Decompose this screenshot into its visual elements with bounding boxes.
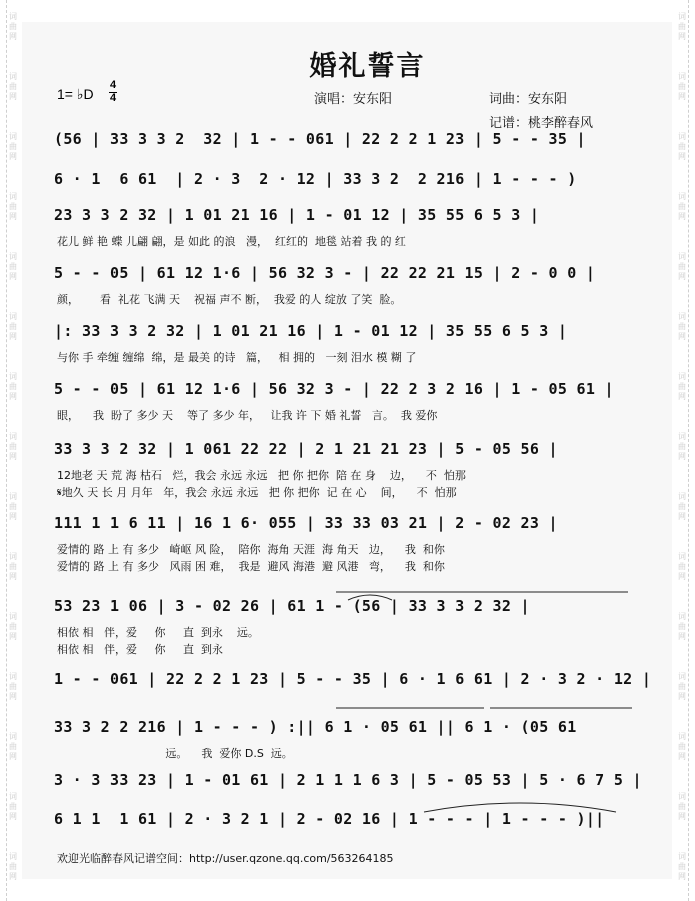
watermark-char: 网 <box>9 272 17 281</box>
watermark-char: 词 <box>9 492 17 501</box>
watermark-char: 词 <box>678 12 686 21</box>
watermark-char: 词 <box>9 852 17 861</box>
notation-line: 23 3 3 2 32 | 1 01 21 16 | 1 - 01 12 | 35 55 6 5 3 | <box>54 206 540 224</box>
watermark-char: 网 <box>678 872 686 881</box>
watermark-char: 词 <box>678 192 686 201</box>
watermark-char: 词 <box>678 492 686 501</box>
tie-arc-final <box>424 803 616 812</box>
notation-line: 33 3 2 2 216 | 1 - - - ) :|| 6 1 · 05 61 || 6 1 · (05 61 <box>54 718 577 736</box>
watermark-char: 网 <box>678 692 686 701</box>
watermark-char: 词 <box>678 612 686 621</box>
watermark-char: 曲 <box>9 382 17 391</box>
lyric-line: 与你 手 牵缠 缠绵 绵，是 最美 的诗 篇， 相 拥的 一刻 泪水 模 糊 了 <box>57 351 417 364</box>
tie-arc <box>348 595 392 600</box>
watermark-char: 网 <box>678 332 686 341</box>
watermark-char: 词 <box>9 432 17 441</box>
watermark-char: 网 <box>678 212 686 221</box>
watermark-char: 曲 <box>9 622 17 631</box>
time-signature-top: 4 <box>109 79 117 91</box>
watermark-char: 网 <box>9 572 17 581</box>
watermark-char: 曲 <box>9 22 17 31</box>
watermark-char: 词 <box>9 12 17 21</box>
watermark-char: 曲 <box>9 742 17 751</box>
time-signature-bottom: 4 <box>109 92 117 104</box>
notation-line: 6 · 1 6 61 | 2 · 3 2 · 12 | 33 3 2 2 216 | 1 - - - ) <box>54 170 577 188</box>
watermark-char: 曲 <box>9 142 17 151</box>
watermark-char: 词 <box>678 552 686 561</box>
singer-credit: 演唱：安东阳 <box>314 92 393 107</box>
lyric-line: 颜， 看 礼花 飞满 天 祝福 声不 断， 我爱 的人 绽放 了笑 脸。 <box>57 293 402 306</box>
notation-line: 5 - - 05 | 61 12 1·6 | 56 32 3 - | 22 22 21 15 | 2 - 0 0 | <box>54 264 596 282</box>
watermark-char: 网 <box>9 872 17 881</box>
watermark-char: 词 <box>9 192 17 201</box>
watermark-char: 词 <box>678 432 686 441</box>
watermark-char: 曲 <box>678 82 686 91</box>
watermark-char: 词 <box>9 612 17 621</box>
watermark-char: 词 <box>9 132 17 141</box>
lyric-line: 相依 相 伴，爱 你 直 到永 远。 <box>57 626 259 639</box>
watermark-char: 词 <box>678 132 686 141</box>
watermark-char: 曲 <box>678 622 686 631</box>
notation-line: 111 1 1 6 11 | 16 1 6· 055 | 33 33 03 21 | 2 - 02 23 | <box>54 514 558 532</box>
watermark-char: 网 <box>678 752 686 761</box>
watermark-char: 曲 <box>678 22 686 31</box>
lyric-line: 远。 我 爱你 D.S 远。 <box>57 747 293 760</box>
footer-note: 欢迎光临醉春风记谱空间：http://user.qzone.qq.com/563264185 <box>57 852 394 865</box>
watermark-char: 曲 <box>9 862 17 871</box>
watermark-char: 曲 <box>9 442 17 451</box>
watermark-char: 词 <box>9 672 17 681</box>
watermark-char: 网 <box>9 32 17 41</box>
watermark-char: 词 <box>9 792 17 801</box>
notation-line: (56 | 33 3 3 2 32 | 1 - - 061 | 22 2 2 1 23 | 5 - - 35 | <box>54 130 586 148</box>
watermark-char: 曲 <box>678 322 686 331</box>
watermark-char: 曲 <box>678 802 686 811</box>
watermark-char: 曲 <box>678 382 686 391</box>
watermark-char: 网 <box>678 152 686 161</box>
watermark-char: 词 <box>678 372 686 381</box>
watermark-char: 网 <box>9 812 17 821</box>
watermark-char: 曲 <box>9 322 17 331</box>
key-signature: 1= ♭D <box>57 86 94 102</box>
composer-credit: 词曲：安东阳 <box>489 92 568 107</box>
watermark-char: 网 <box>9 692 17 701</box>
watermark-char: 曲 <box>678 142 686 151</box>
notation-line: 5 - - 05 | 61 12 1·6 | 56 32 3 - | 22 2 3 2 16 | 1 - 05 61 | <box>54 380 614 398</box>
watermark-char: 词 <box>678 72 686 81</box>
watermark-char: 曲 <box>9 262 17 271</box>
watermark-char: 词 <box>9 372 17 381</box>
lyric-line: 眼， 我 盼了 多少 天 等了 多少 年， 让我 许 下 婚 礼誓 言。 我 爱你 <box>57 409 438 422</box>
lyric-line: 相依 相 伴，爱 你 直 到永 <box>57 643 223 656</box>
watermark-char: 网 <box>678 92 686 101</box>
watermark-char: 曲 <box>678 262 686 271</box>
watermark-char: 曲 <box>678 742 686 751</box>
watermark-char: 网 <box>678 812 686 821</box>
watermark-char: 网 <box>678 572 686 581</box>
watermark-char: 曲 <box>9 82 17 91</box>
watermark-char: 网 <box>678 272 686 281</box>
watermark-char: 词 <box>678 252 686 261</box>
watermark-char: 网 <box>678 32 686 41</box>
watermark-char: 网 <box>9 752 17 761</box>
watermark-char: 词 <box>9 252 17 261</box>
watermark-char: 曲 <box>678 562 686 571</box>
watermark-char: 词 <box>678 852 686 861</box>
watermark-char: 网 <box>678 632 686 641</box>
watermark-char: 网 <box>678 512 686 521</box>
watermark-char: 词 <box>678 312 686 321</box>
notation-line: 3 · 3 33 23 | 1 - 01 61 | 2 1 1 1 6 3 | 5 - 05 53 | 5 · 6 7 5 | <box>54 771 642 789</box>
watermark-char: 网 <box>9 632 17 641</box>
watermark-char: 曲 <box>9 682 17 691</box>
watermark-char: 网 <box>678 452 686 461</box>
notation-line: |: 33 3 3 2 32 | 1 01 21 16 | 1 - 01 12 | 35 55 6 5 3 | <box>54 322 568 340</box>
watermark-char: 曲 <box>9 802 17 811</box>
watermark-char: 词 <box>678 792 686 801</box>
watermark-char: 词 <box>678 672 686 681</box>
watermark-char: 曲 <box>9 502 17 511</box>
watermark-char: 曲 <box>678 502 686 511</box>
watermark-char: 网 <box>9 332 17 341</box>
watermark-char: 词 <box>9 552 17 561</box>
transcriber-credit: 记谱：桃李醉春风 <box>489 116 594 131</box>
watermark-char: 词 <box>678 732 686 741</box>
watermark-char: 词 <box>9 312 17 321</box>
lyric-line: 12地老 天 荒 海 枯石 烂，我会 永远 永远 把 你 把你 陪 在 身 边， 不 怕那 <box>57 469 466 482</box>
notation-line: 53 23 1 06 | 3 - 02 26 | 61 1 - (56 | 33 3 3 2 32 | <box>54 597 530 615</box>
watermark-char: 网 <box>9 512 17 521</box>
watermark-char: 曲 <box>9 562 17 571</box>
lyric-line: 爱情的 路 上 有 多少 风雨 困 难， 我是 避风 海港 避 风港 弯， 我 和你 <box>57 560 445 573</box>
lyric-line: 花儿 鲜 艳 蝶 儿翩 翩，是 如此 的浪 漫， 红红的 地毯 站着 我 的 红 <box>57 235 406 248</box>
lyric-line: 𝄋地久 天 长 月 月年 年，我会 永远 永远 把 你 把你 记 在 心 间， 不 怕那 <box>57 486 457 499</box>
watermark-char: 网 <box>9 392 17 401</box>
watermark-char: 曲 <box>678 682 686 691</box>
watermark-char: 网 <box>9 92 17 101</box>
watermark-char: 网 <box>678 392 686 401</box>
watermark-char: 网 <box>9 152 17 161</box>
song-title: 婚礼誓言 <box>309 51 426 82</box>
watermark-char: 网 <box>9 212 17 221</box>
watermark-char: 曲 <box>678 442 686 451</box>
watermark-char: 曲 <box>678 862 686 871</box>
watermark-char: 曲 <box>678 202 686 211</box>
watermark-char: 词 <box>9 72 17 81</box>
watermark-char: 网 <box>9 452 17 461</box>
watermark-char: 词 <box>9 732 17 741</box>
notation-line: 33 3 3 2 32 | 1 061 22 22 | 2 1 21 21 23 | 5 - 05 56 | <box>54 440 558 458</box>
notation-line: 6 1 1 1 61 | 2 · 3 2 1 | 2 - 02 16 | 1 - - - | 1 - - - )|| <box>54 810 605 828</box>
notation-line: 1 - - 061 | 22 2 2 1 23 | 5 - - 35 | 6 · 1 6 61 | 2 · 3 2 · 12 | <box>54 670 652 688</box>
watermark-char: 曲 <box>9 202 17 211</box>
lyric-line: 爱情的 路 上 有 多少 崎岖 风 险， 陪你 海角 天涯 海 角天 边， 我 和你 <box>57 543 445 556</box>
